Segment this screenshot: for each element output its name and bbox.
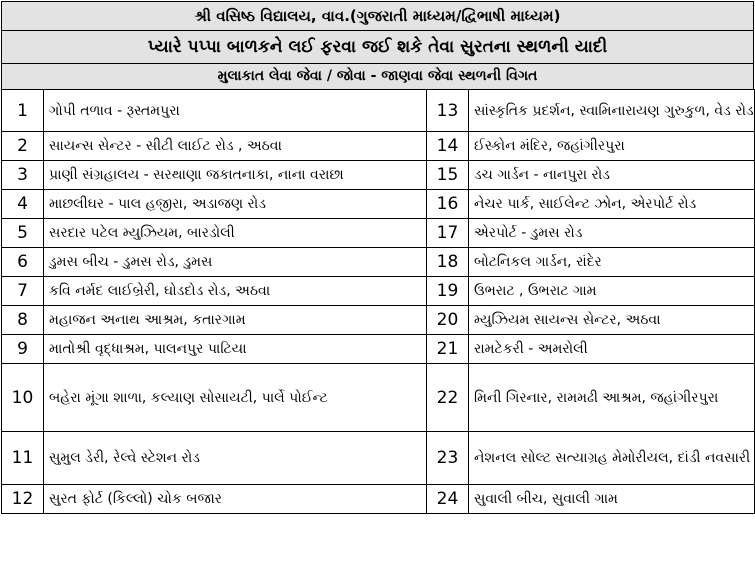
table-row bbox=[2, 248, 755, 277]
right-place-name: સુવાલી બીચ, સુવાલી ગામ bbox=[469, 485, 755, 514]
right-serial-number: 23 bbox=[427, 432, 469, 485]
left-place-name: ડુમસ બીચ - ડુમસ રોડ, ડુમસ bbox=[44, 248, 427, 277]
right-place-name: રામટેકરી - અમરોલી bbox=[469, 335, 755, 364]
left-serial-number: 6 bbox=[2, 248, 44, 277]
right-serial-number: 17 bbox=[427, 219, 469, 248]
right-place-name: એરપોર્ટ - ડુમસ રોડ bbox=[469, 219, 755, 248]
places-list-sheet bbox=[1, 1, 754, 514]
table-row bbox=[2, 90, 755, 132]
left-serial-number: 10 bbox=[2, 364, 44, 432]
left-serial-number: 12 bbox=[2, 485, 44, 514]
document-subtitle: મુલાકાત લેવા જેવા / જોવા - જાણવા જેવા સ્થળની વિગત bbox=[1, 63, 754, 89]
left-serial-number: 2 bbox=[2, 132, 44, 161]
left-serial-number: 11 bbox=[2, 432, 44, 485]
right-serial-number: 18 bbox=[427, 248, 469, 277]
right-place-name: મ્યુઝિયમ સાયન્સ સેન્ટર, અઠવા bbox=[469, 306, 755, 335]
school-name: શ્રી વસિષ્ઠ વિદ્યાલય, વાવ.(ગુજરાતી માધ્યમ/દ્વિભાષી માધ્યમ) bbox=[1, 1, 754, 30]
table-row bbox=[2, 219, 755, 248]
left-place-name: સરદાર પટેલ મ્યુઝિયમ, બારડોલી bbox=[44, 219, 427, 248]
left-serial-number: 7 bbox=[2, 277, 44, 306]
right-place-name: ઉભરાટ , ઉભરાટ ગામ bbox=[469, 277, 755, 306]
right-serial-number: 14 bbox=[427, 132, 469, 161]
right-serial-number: 24 bbox=[427, 485, 469, 514]
right-serial-number: 16 bbox=[427, 190, 469, 219]
left-place-name: બહેરા મૂંગા શાળા, કલ્યાણ સોસાયટી, પાર્લે પોઈન્ટ bbox=[44, 364, 427, 432]
right-place-name: મિની ગિરનાર, રામમઢી આશ્રમ, જહાંગીરપુરા bbox=[469, 364, 755, 432]
left-serial-number: 1 bbox=[2, 90, 44, 132]
table-row bbox=[2, 132, 755, 161]
right-place-name: ડચ ગાર્ડન - નાનપુરા રોડ bbox=[469, 161, 755, 190]
table-row bbox=[2, 432, 755, 485]
left-place-name: સાયન્સ સેન્ટર - સીટી લાઈટ રોડ , અઠવા bbox=[44, 132, 427, 161]
table-row bbox=[2, 335, 755, 364]
left-place-name: ગોપી તળાવ - રૂસ્તમપુરા bbox=[44, 90, 427, 132]
right-serial-number: 19 bbox=[427, 277, 469, 306]
right-place-name: બોટનિકલ ગાર્ડન, રાંદેર bbox=[469, 248, 755, 277]
left-serial-number: 9 bbox=[2, 335, 44, 364]
left-serial-number: 8 bbox=[2, 306, 44, 335]
table-row bbox=[2, 306, 755, 335]
table-row bbox=[2, 161, 755, 190]
left-serial-number: 5 bbox=[2, 219, 44, 248]
right-serial-number: 22 bbox=[427, 364, 469, 432]
right-serial-number: 20 bbox=[427, 306, 469, 335]
left-serial-number: 4 bbox=[2, 190, 44, 219]
table-row bbox=[2, 485, 755, 514]
table-row bbox=[2, 190, 755, 219]
right-place-name: નેચર પાર્ક, સાઈલેન્ટ ઝોન, એરપોર્ટ રોડ bbox=[469, 190, 755, 219]
left-place-name: કવિ નર્મદ લાઈબ્રેરી, ઘોડદોડ રોડ, અઠવા bbox=[44, 277, 427, 306]
left-place-name: માતોશ્રી વૃદ્ધાશ્રમ, પાલનપુર પાટિયા bbox=[44, 335, 427, 364]
right-place-name: ઈસ્કોન મંદિર, જહાંગીરપુરા bbox=[469, 132, 755, 161]
left-place-name: મહાજન અનાથ આશ્રમ, કતારગામ bbox=[44, 306, 427, 335]
left-place-name: સુરત ફોર્ટ (કિલ્લો) ચોક બજાર bbox=[44, 485, 427, 514]
table-row bbox=[2, 364, 755, 432]
table-row bbox=[2, 277, 755, 306]
right-place-name: નેશનલ સોલ્ટ સત્યાગ્રહ મેમોરીયલ, દાંડી નવસારી bbox=[469, 432, 755, 485]
places-table bbox=[1, 89, 755, 514]
document-title: પ્યારે પપ્પા બાળકને લઈ ફરવા જઈ શકે તેવા સુરતના સ્થળની યાદી bbox=[1, 30, 754, 63]
left-place-name: સુમુલ ડેરી, રેલ્વે સ્ટેશન રોડ bbox=[44, 432, 427, 485]
right-place-name: સાંસ્કૃતિક પ્રદર્શન, સ્વામિનારાયણ ગુરુકુળ, વેડ રોડ bbox=[469, 90, 755, 132]
right-serial-number: 13 bbox=[427, 90, 469, 132]
right-serial-number: 21 bbox=[427, 335, 469, 364]
right-serial-number: 15 bbox=[427, 161, 469, 190]
left-place-name: પ્રાણી સંગ્રહાલય - સરથાણા જકાતનાકા, નાના વરાછા bbox=[44, 161, 427, 190]
left-serial-number: 3 bbox=[2, 161, 44, 190]
left-place-name: માછલીઘર - પાલ હજીરા, અડાજણ રોડ bbox=[44, 190, 427, 219]
